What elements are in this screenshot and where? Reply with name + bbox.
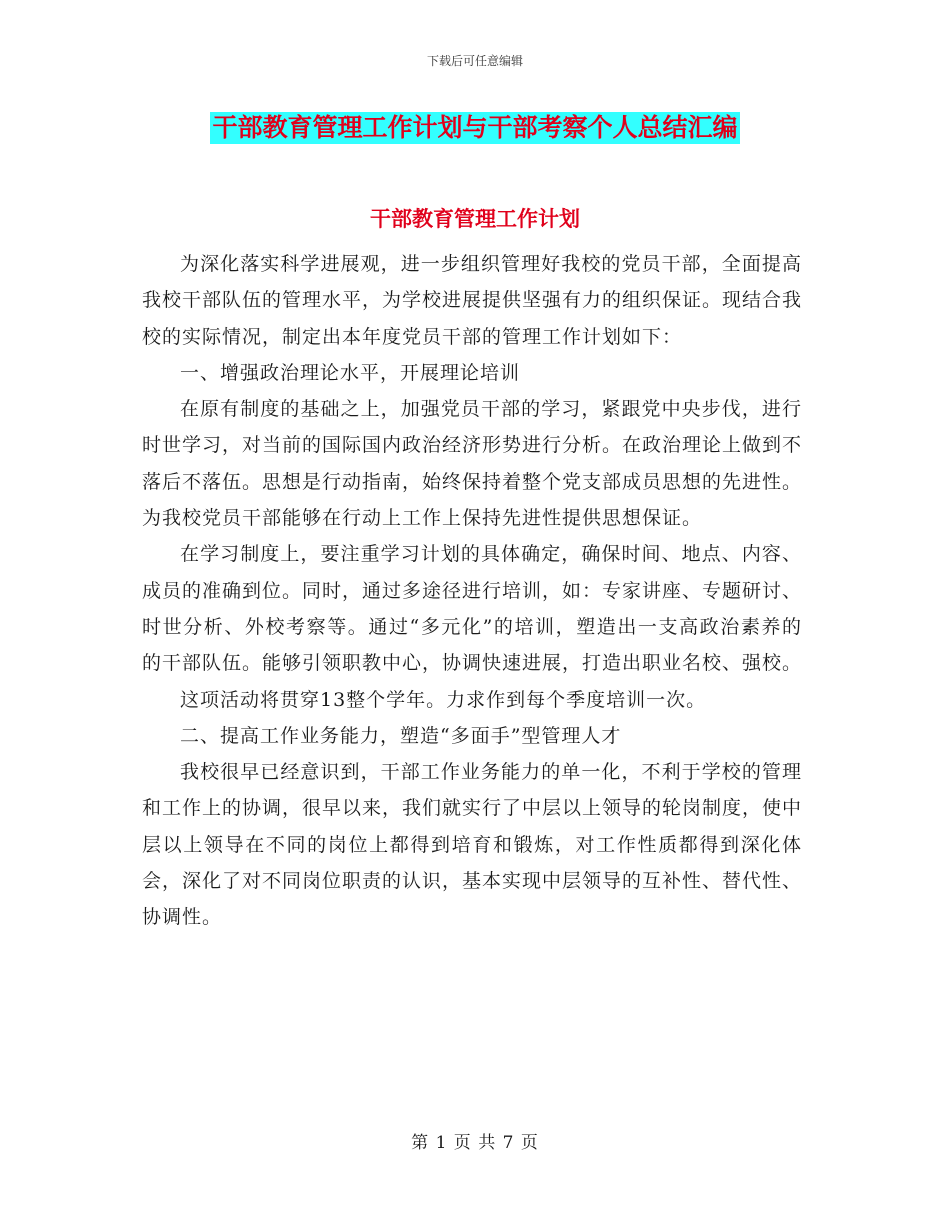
- paragraph-intro: 为深化落实科学进展观，进一步组织管理好我校的党员干部，全面提高我校干部队伍的管理水平，为学校进展提供坚强有力的组织保证。现结合我校的实际情况，制定出本年度党员干部的管理工作计划如下：: [142, 253, 803, 348]
- paragraph-theory: 在原有制度的基础之上，加强党员干部的学习，紧跟党中央步伐，进行时世学习，对当前的国际国内政治经济形势进行分析。在政治理论上做到不落后不落伍。思想是行动指南，始终保持着整个党支部成员思想的先进性。为我校党员干部能够在行动上工作上保持先进性提供思想保证。: [142, 398, 803, 530]
- paragraph-activity: 这项活动将贯穿13整个学年。力求作到每个季度培训一次。: [180, 688, 707, 711]
- page-header-note: 下载后可任意编辑: [426, 54, 523, 68]
- paragraph-rotation: 我校很早已经意识到，干部工作业务能力的单一化，不利于学校的管理和工作上的协调，很早以来，我们就实行了中层以上领导的轮岗制度，使中层以上领导在不同的岗位上都得到培育和锻炼，对工作性质都得到深化体会，深化了对不同岗位职责的认识，基本实现中层领导的互补性、替代性、协调性。: [142, 761, 803, 929]
- section-title: 干部教育管理工作计划: [370, 207, 580, 231]
- document-body: [142, 246, 802, 936]
- heading-section-2: 二、提高工作业务能力，塑造“多面手”型管理人才: [180, 724, 622, 747]
- page-footer: 第 1 页 共 7 页: [411, 1133, 539, 1153]
- paragraph-study-system: 在学习制度上，要注重学习计划的具体确定，确保时间、地点、内容、成员的准确到位。同时，通过多途径进行培训，如：专家讲座、专题研讨、时世分析、外校考察等。通过“多元化”的培训，塑造出一支高政治素养的的干部队伍。能够引领职教中心，协调快速进展，打造出职业名校、强校。: [142, 543, 803, 675]
- document-title-container: [0, 112, 950, 144]
- document-title: 干部教育管理工作计划与干部考察个人总结汇编: [212, 113, 738, 142]
- heading-section-1: 一、增强政治理论水平，开展理论培训: [180, 361, 521, 384]
